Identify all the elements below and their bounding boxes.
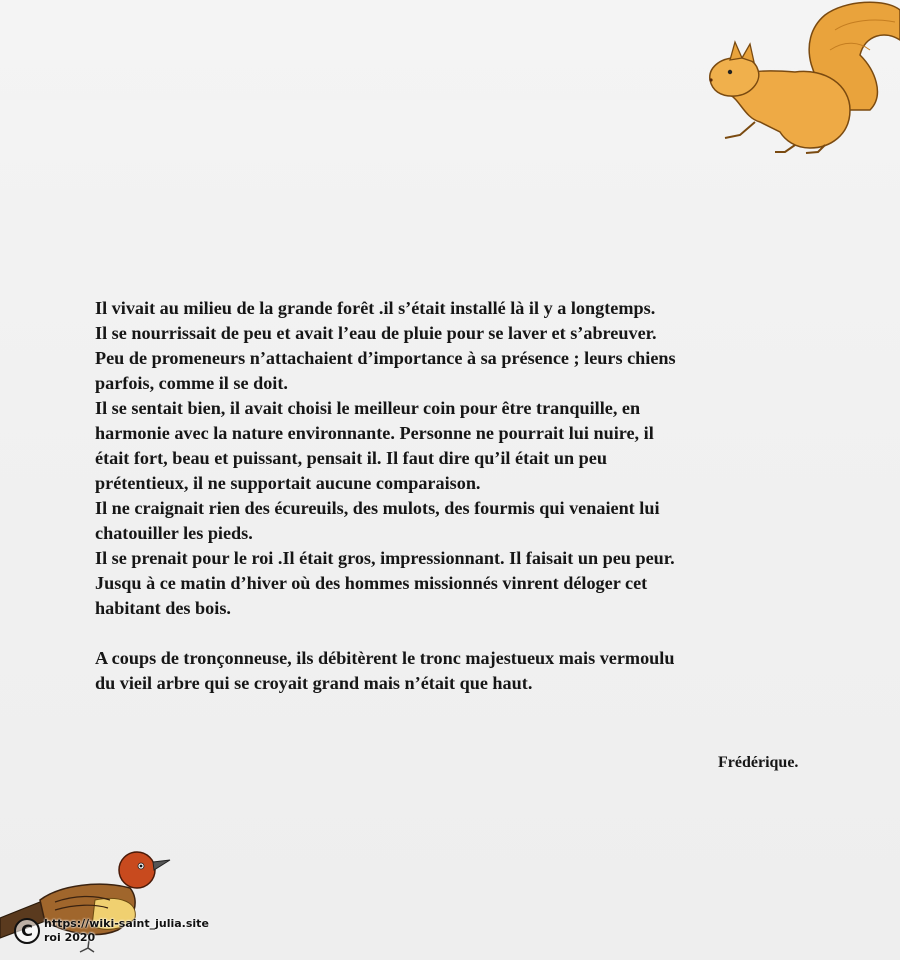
story-line: habitant des bois.	[95, 598, 231, 618]
story-line: A coups de tronçonneuse, ils débitèrent le tronc majestueux mais vermoulu	[95, 648, 675, 668]
story-line: Il se nourrissait de peu et avait l’eau de pluie pour se laver et s’abreuver.	[95, 323, 657, 343]
watermark-year: roi 2020	[44, 931, 96, 944]
watermark-url: https://wiki-saint_julia.site	[44, 917, 209, 930]
story-line: Il vivait au milieu de la grande forêt .il s’était installé là il y a longtemps.	[95, 298, 656, 318]
paragraph-gap	[95, 621, 835, 646]
squirrel-illustration	[700, 0, 900, 160]
story-line: Il se prenait pour le roi .Il était gros, impressionnant. Il faisait un peu peur.	[95, 548, 675, 568]
story-line: Peu de promeneurs n’attachaient d’importance à sa présence ; leurs chiens	[95, 348, 676, 368]
story-line: harmonie avec la nature environnante. Personne ne pourrait lui nuire, il	[95, 423, 654, 443]
story-line: chatouiller les pieds.	[95, 523, 253, 543]
story-line: Il se sentait bien, il avait choisi le meilleur coin pour être tranquille, en	[95, 398, 641, 418]
story-text	[95, 296, 835, 696]
story-line: parfois, comme il se doit.	[95, 373, 288, 393]
story-line: Jusqu à ce matin d’hiver où des hommes missionnés vinrent déloger cet	[95, 573, 648, 593]
story-line: était fort, beau et puissant, pensait il. Il faut dire qu’il était un peu	[95, 448, 607, 468]
copyright-icon: C	[14, 918, 40, 944]
story-line: du vieil arbre qui se croyait grand mais n’était que haut.	[95, 673, 533, 693]
signature: Frédérique.	[718, 754, 799, 771]
copyright-watermark	[14, 916, 214, 950]
story-line: prétentieux, il ne supportait aucune comparaison.	[95, 473, 481, 493]
story-line: Il ne craignait rien des écureuils, des mulots, des fourmis qui venaient lui	[95, 498, 660, 518]
